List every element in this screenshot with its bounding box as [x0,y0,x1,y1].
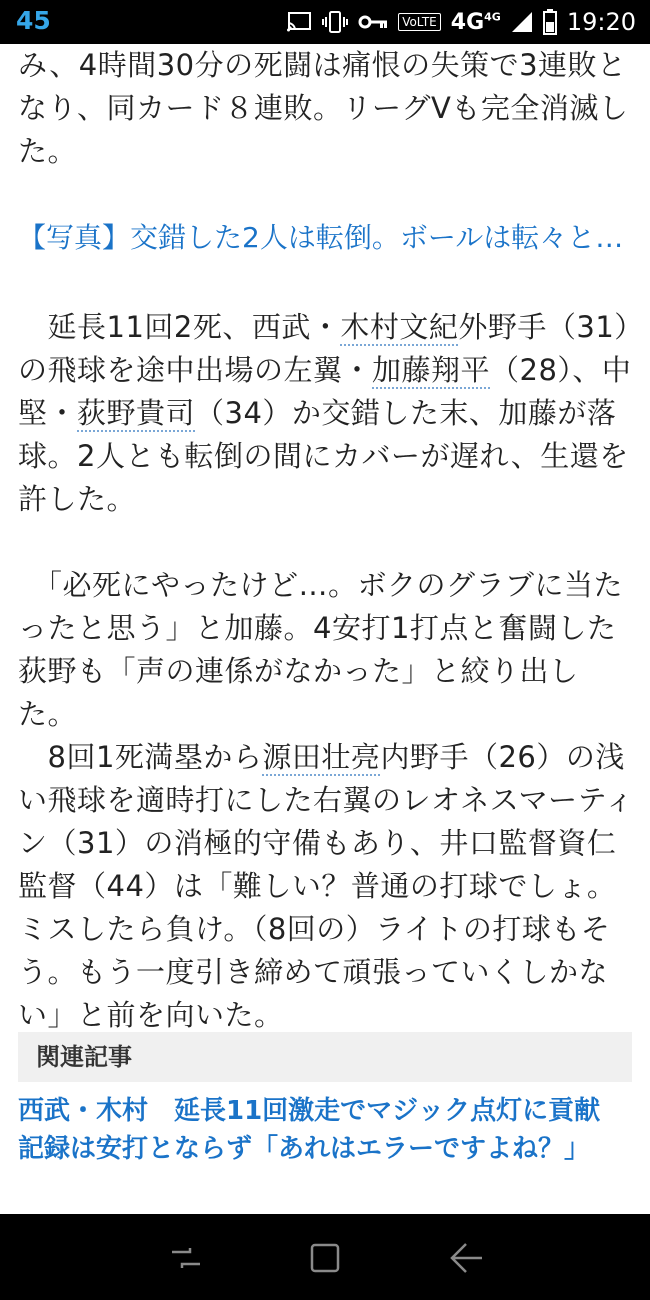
paragraph-indent [18,740,48,774]
recent-apps-icon[interactable] [164,1236,208,1280]
notification-count: 45 [16,6,51,35]
text-segment: 延長11回2死、西武・ [47,310,341,344]
player-link-genda[interactable]: 源田壮亮 [262,740,381,774]
paragraph-indent [18,568,48,602]
player-link-kato[interactable]: 加藤翔平 [372,353,491,387]
network-type-sup: 4G [484,10,501,24]
article-paragraph-3 [18,564,636,736]
photo-link[interactable]: 【写真】交錯した2人は転倒。ボールは転々と… [18,221,624,254]
text-segment: 「必死にやったけど…。ボクのグラブに当たったと思う」と加藤。4安打1打点と奮闘した荻野も「声の連係がなかった」と絞り出した。 [18,568,624,731]
text-segment: 外野手（31）の飛球を途中出場の左翼・ [18,310,630,387]
network-type [451,10,501,35]
vibrate-icon [322,10,348,34]
article-paragraph-2 [18,306,636,521]
article-paragraph-4 [18,736,636,1037]
navigation-bar [0,1214,650,1300]
text-segment: 内野手（26）の浅い飛球を適時打にした右翼のレオネスマーティン（31）の消極的守備もあり、井口監督資仁監督（44）は「難しい？普通の打球でしょ。ミスしたら負け。（8回の）ライトの打球もそう。もう一度引き締めて頑張っていくしかない」と前を向いた。 [18,740,635,1032]
article-content[interactable] [0,44,650,1214]
back-icon[interactable] [444,1236,488,1280]
status-bar [0,0,650,44]
related-article-link[interactable]: 西武・木村 延長11回激走でマジック点灯に貢献 記録は安打とならず「あれはエラーですよね？」 [18,1096,627,1164]
network-type-label: 4G [450,9,485,35]
signal-icon [511,11,533,33]
related-articles-header: 関連記事 [18,1032,632,1082]
vpn-key-icon [358,13,388,31]
home-icon[interactable] [303,1236,347,1280]
clock: 19:20 [566,8,636,36]
cast-icon [286,11,312,33]
text-segment: （34）か交錯した末、加藤が落球。2人とも転倒の間にカバーが遅れ、生還を許した。 [18,396,629,516]
player-link-ogino[interactable]: 荻野貴司 [77,396,196,430]
article-paragraph-1: み、4時間30分の死闘は痛恨の失策で3連敗となり、同カード８連敗。リーグVも完全消滅した。 [18,48,629,168]
status-icons [286,0,636,44]
player-link-kimura[interactable]: 木村文紀 [340,310,459,344]
text-segment: 8回1死満塁から [47,740,263,774]
battery-icon [543,9,557,35]
text-segment: （28）、中堅・ [18,353,632,430]
paragraph-indent [18,310,48,344]
volte-badge: VoLTE [398,13,441,31]
